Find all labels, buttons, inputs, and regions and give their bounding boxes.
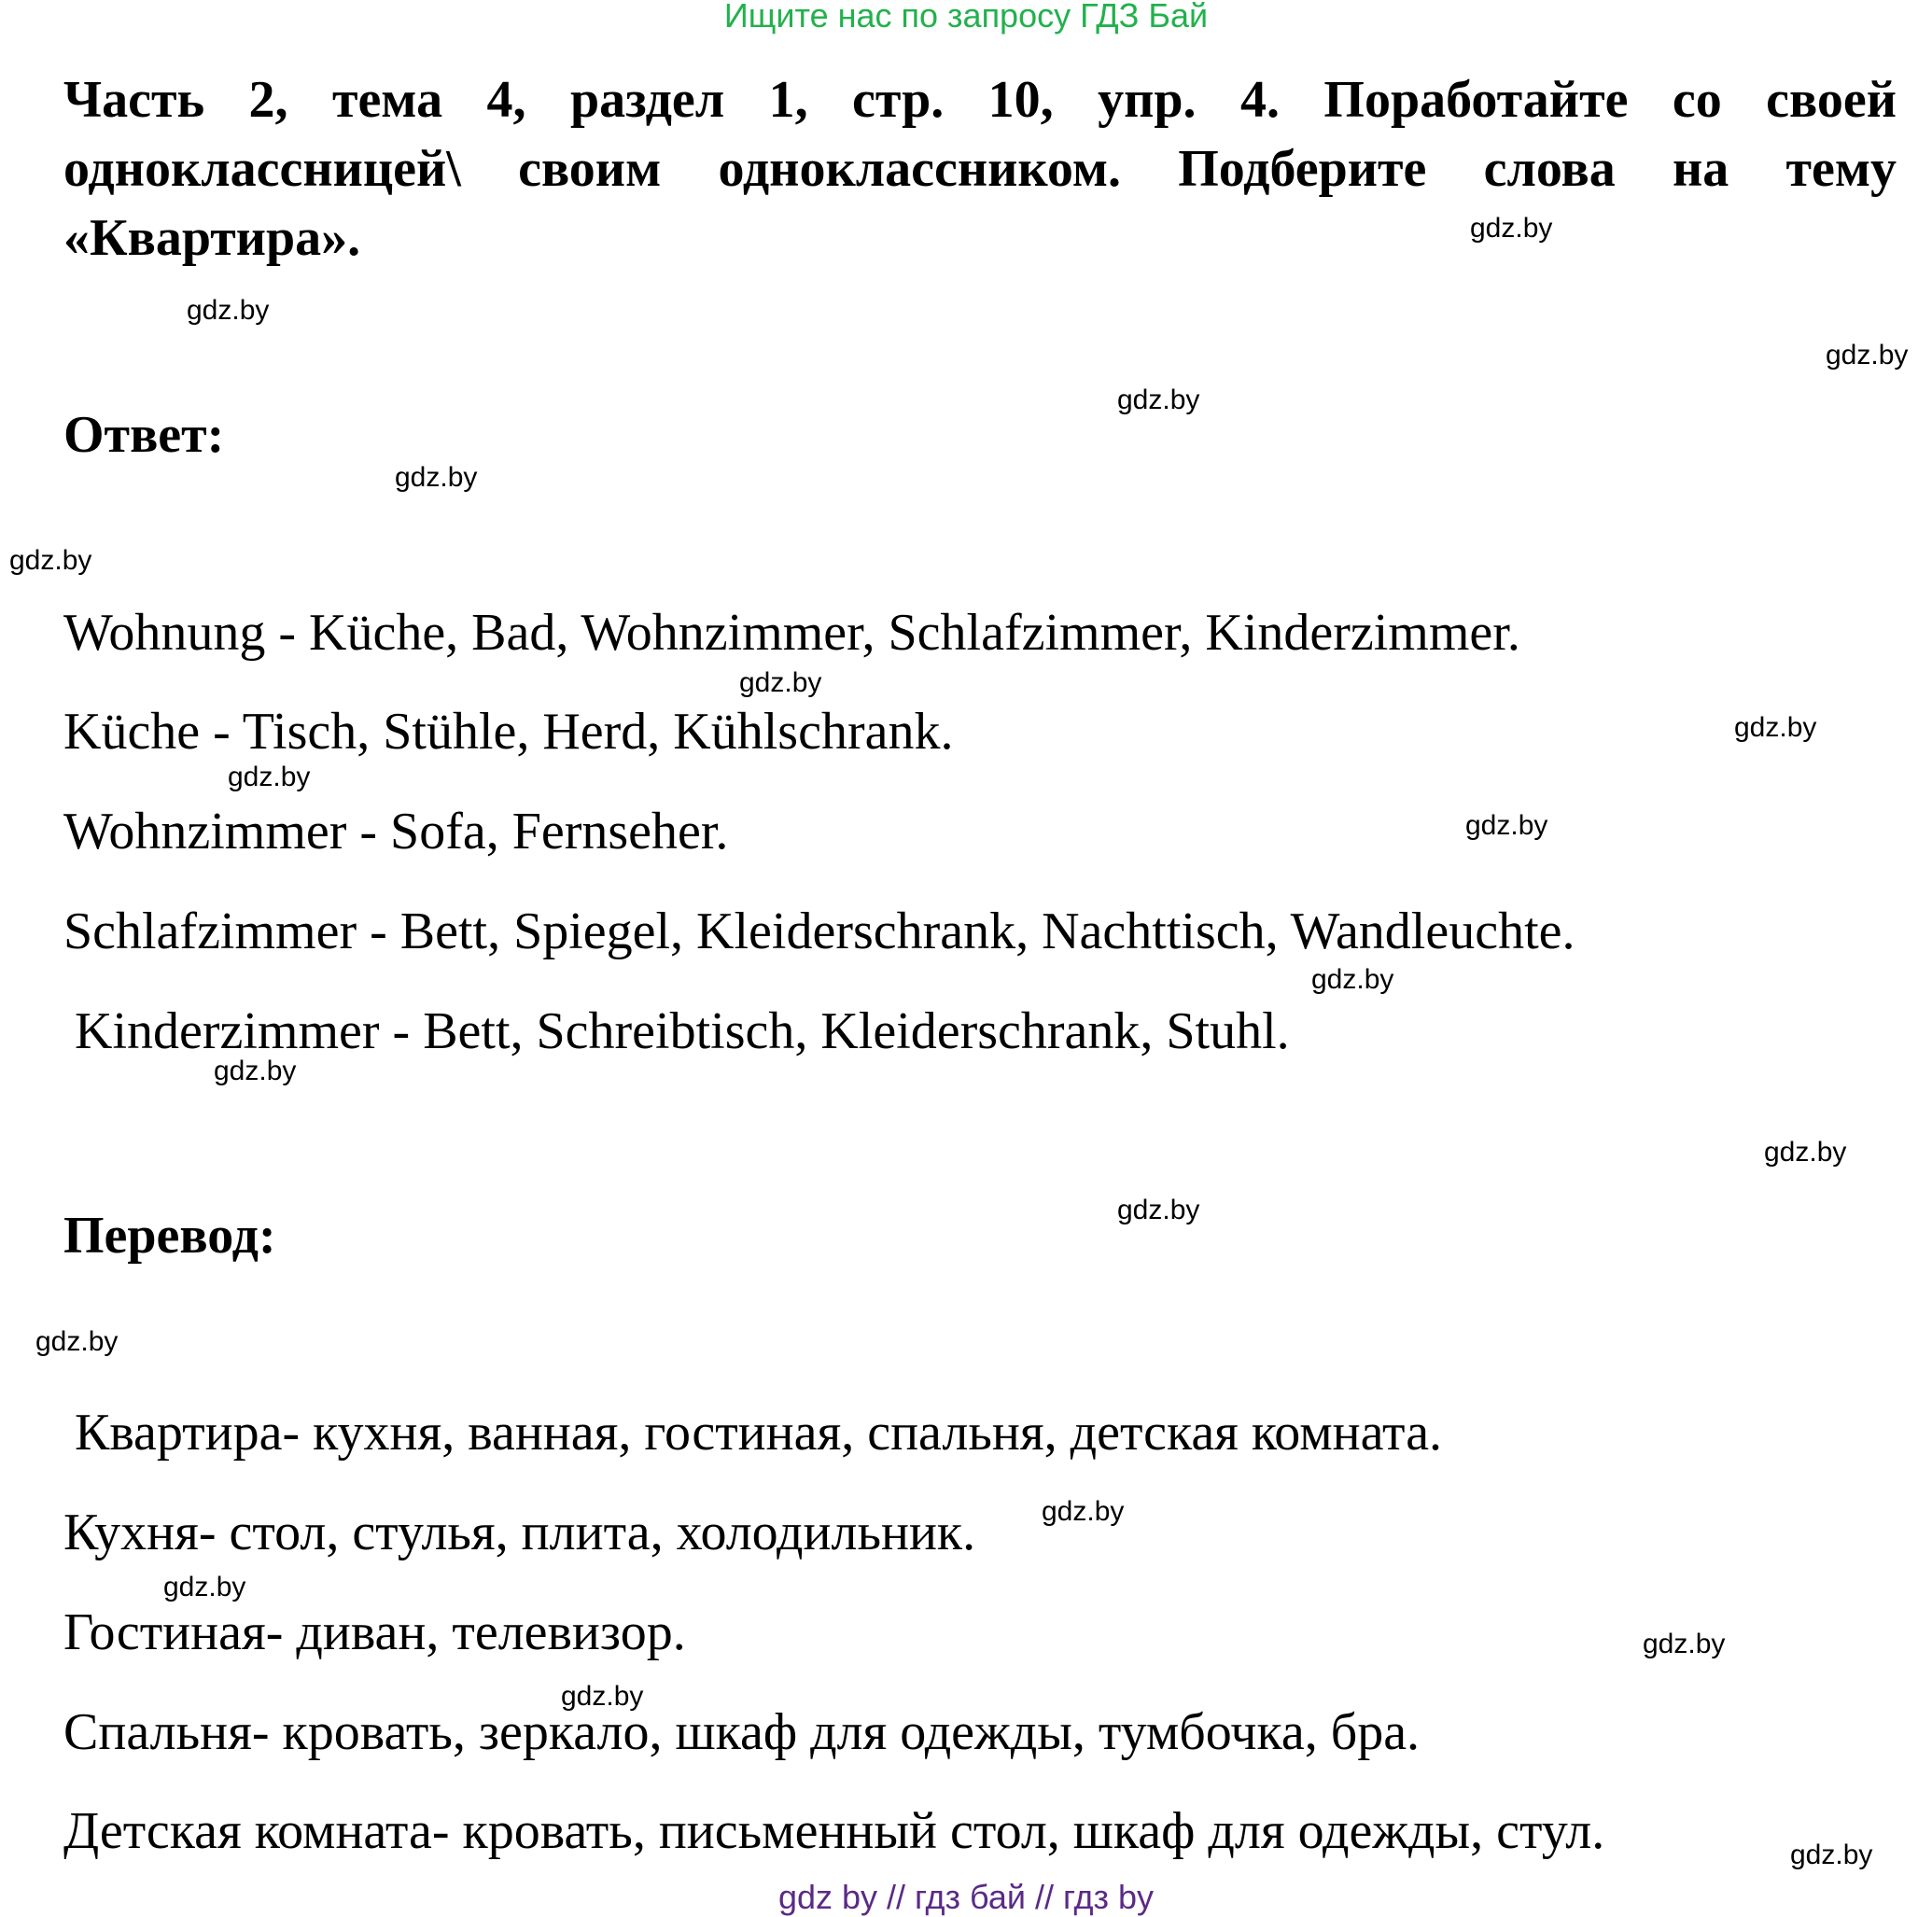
watermark: gdz.by — [1117, 385, 1200, 415]
answer-line: Kinderzimmer - Bett, Schreibtisch, Kleiderschrank, Stuhl. — [75, 1002, 1290, 1060]
watermark: gdz.by — [1643, 1629, 1726, 1659]
exercise-title: Часть 2, тема 4, раздел 1, стр. 10, упр. 4. Поработайте со своей одноклассницей\ своим одноклассником. Подберите слова на тему «Квартира». — [63, 71, 1897, 267]
watermark: gdz.by — [187, 295, 270, 326]
translation-line: Квартира- кухня, ванная, гостиная, спальня, детская комната. — [75, 1404, 1443, 1462]
watermark: gdz.by — [1790, 1840, 1873, 1870]
translation-line: Кухня- стол, стулья, плита, холодильник. — [63, 1504, 976, 1561]
watermark: gdz.by — [1042, 1496, 1125, 1527]
watermark: gdz.by — [9, 545, 92, 576]
answer-line: Wohnzimmer - Sofa, Fernseher. — [63, 803, 729, 861]
translation-line: Детская комната- кровать, письменный стол, шкаф для одежды, стул. — [63, 1802, 1605, 1860]
watermark: gdz.by — [163, 1572, 246, 1602]
watermark: gdz.by — [1764, 1137, 1847, 1168]
watermark: gdz.by — [739, 667, 822, 698]
watermark: gdz.by — [395, 462, 478, 493]
watermark: gdz.by — [561, 1681, 644, 1712]
watermark: gdz.by — [1826, 340, 1909, 371]
search-banner: Ищите нас по запросу ГДЗ Бай — [723, 0, 1209, 35]
watermark: gdz.by — [1311, 964, 1394, 995]
answer-line: Schlafzimmer - Bett, Spiegel, Kleiderschrank, Nachttisch, Wandleuchte. — [63, 903, 1575, 960]
answer-line: Wohnung - Küche, Bad, Wohnzimmer, Schlafzimmer, Kinderzimmer. — [63, 604, 1520, 662]
translation-line: Гостиная- диван, телевизор. — [63, 1603, 686, 1661]
watermark: gdz.by — [228, 762, 311, 792]
answer-line: Küche - Tisch, Stühle, Herd, Kühlschrank. — [63, 703, 954, 761]
footer-watermark: gdz by // гдз бай // гдз by — [777, 1878, 1155, 1916]
watermark: gdz.by — [1117, 1195, 1200, 1225]
watermark: gdz.by — [1734, 712, 1817, 743]
watermark: gdz.by — [35, 1326, 119, 1357]
watermark: gdz.by — [214, 1056, 297, 1086]
watermark: gdz.by — [1470, 213, 1553, 244]
translation-heading: Перевод: — [63, 1207, 276, 1265]
watermark: gdz.by — [1465, 810, 1548, 841]
translation-line: Спальня- кровать, зеркало, шкаф для одежды, тумбочка, бра. — [63, 1703, 1421, 1761]
answer-heading: Ответ: — [63, 406, 225, 464]
